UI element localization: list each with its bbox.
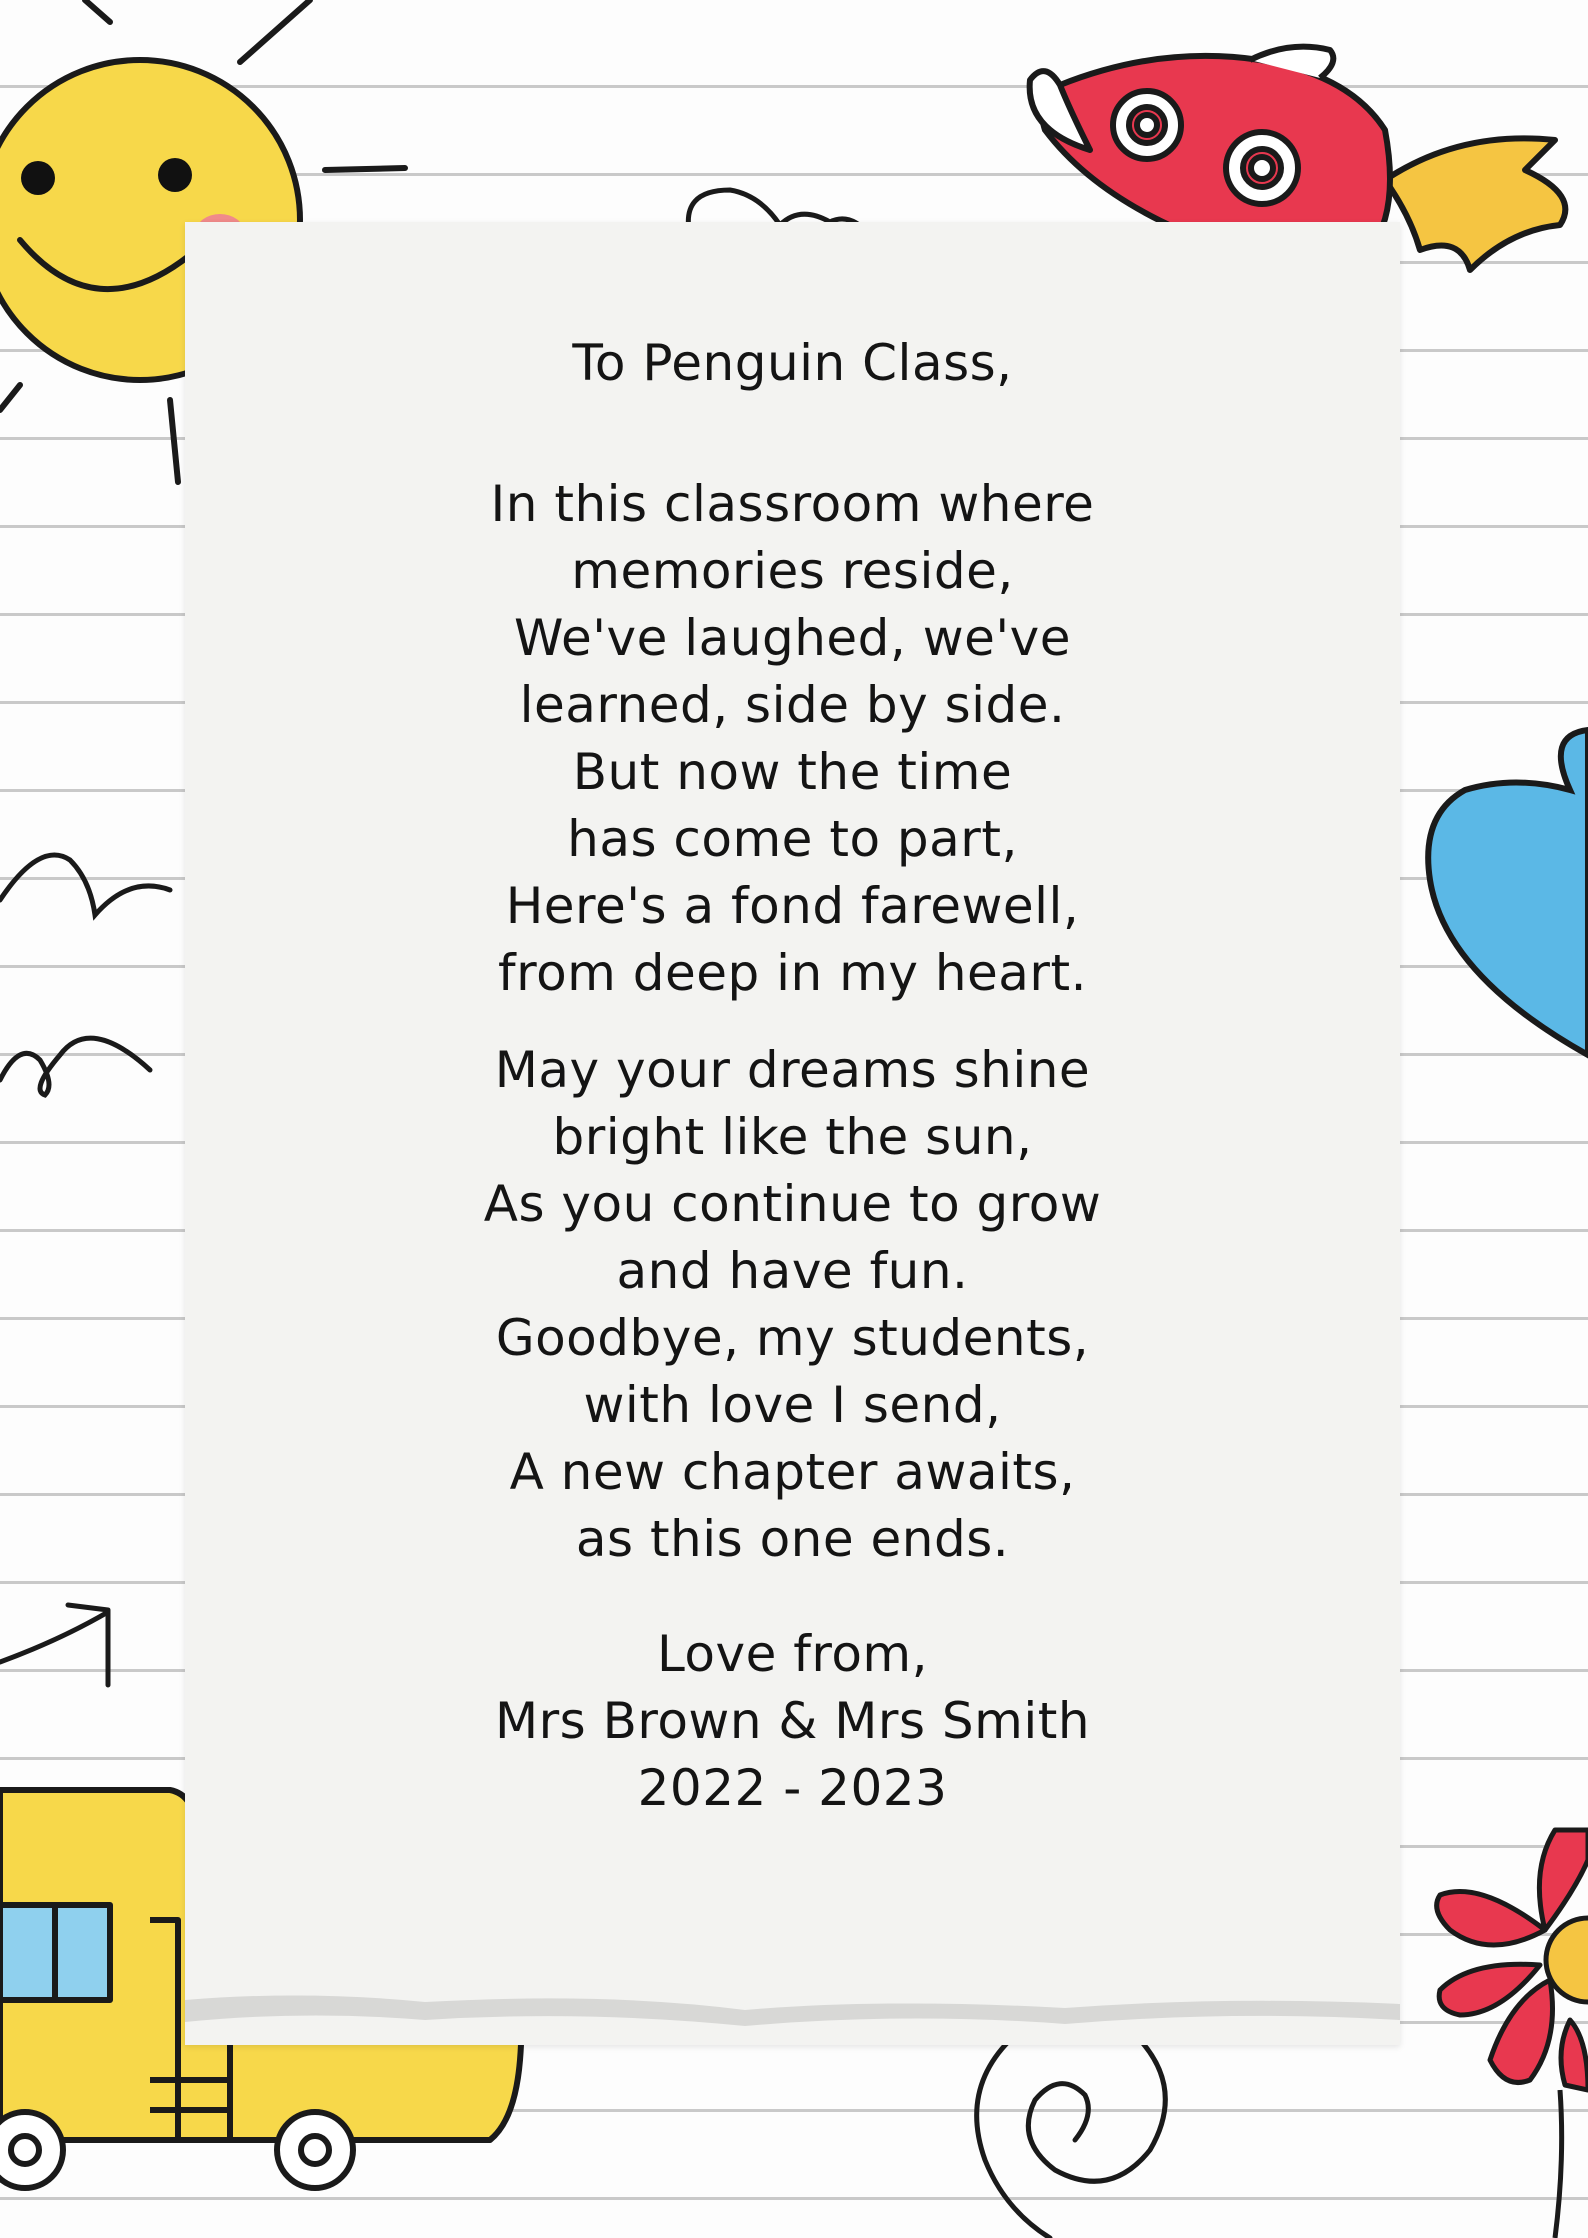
poem-line: Goodbye, my students, <box>495 1309 1090 1367</box>
closing: Love from, <box>656 1625 929 1683</box>
heart-icon <box>1428 730 1588 1055</box>
poem-stanza-2 <box>185 1037 1400 1573</box>
greeting: To Penguin Class, <box>572 334 1013 392</box>
poem-line: But now the time <box>572 743 1013 801</box>
poem-line: Here's a fond farewell, <box>505 877 1080 935</box>
cloud-icon <box>0 855 170 1095</box>
poem-line: memories reside, <box>571 542 1014 600</box>
poem-line: has come to part, <box>567 810 1018 868</box>
poem-line: May your dreams shine <box>494 1041 1091 1099</box>
poem-line: In this classroom where <box>490 475 1095 533</box>
poem-line: and have fun. <box>616 1242 969 1300</box>
farewell-letter <box>185 330 1400 1822</box>
signature: Mrs Brown & Mrs Smith <box>494 1692 1091 1750</box>
arrow-icon <box>0 1605 108 1685</box>
poem-line: with love I send, <box>583 1376 1002 1434</box>
poem-line: We've laughed, we've <box>514 609 1071 667</box>
poem-line: As you continue to grow <box>483 1175 1102 1233</box>
poem-line: A new chapter awaits, <box>509 1443 1076 1501</box>
poem-line: learned, side by side. <box>519 676 1066 734</box>
poem-line: as this one ends. <box>575 1510 1010 1568</box>
school-years: 2022 - 2023 <box>637 1759 948 1817</box>
poem-line: from deep in my heart. <box>498 944 1087 1002</box>
torn-paper-edge <box>185 1980 1400 2050</box>
poem-line: bright like the sun, <box>552 1108 1033 1166</box>
flower-icon <box>1437 1830 1588 2238</box>
poem-stanza-1 <box>185 471 1400 1007</box>
